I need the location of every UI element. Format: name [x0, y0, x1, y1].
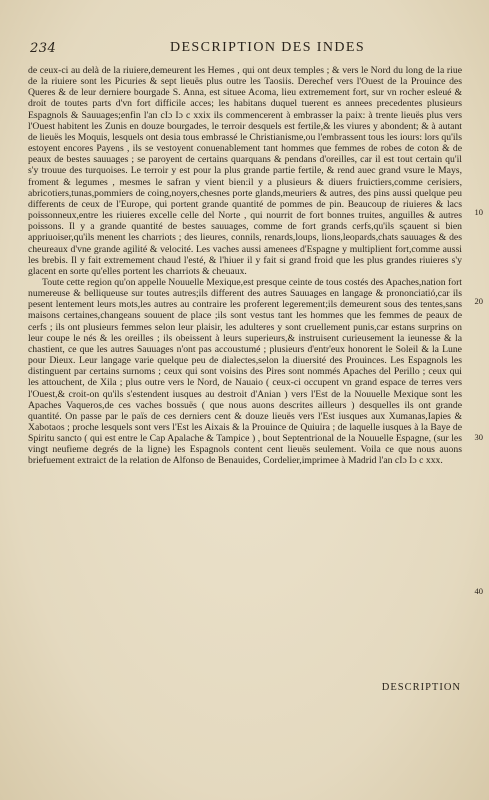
page-number: 234: [30, 41, 57, 56]
running-head: DESCRIPTION DES INDES: [169, 40, 366, 55]
body-text: [28, 65, 462, 467]
page-header: [30, 40, 465, 60]
paragraph-1: de ceux-ci au delà de la riuiere,demeurent les Hemes , qui ont deux temples ; & vers le Nord du long de la riue de la riuiere sont les Picuries & sept lieuës plus outre les Taosiis. Derechef vers l'Ouest de la Prouince des Queres & de leur derniere bourgade S. Anna, est situee Acoma, lieu extremement fort, sur vn rocher esleué & droit de toutes parts d'vn fort difficile acces; les habitans duquel tuerent es annees precedentes plusieurs Espagnols & Sauuages;enfin l'an cIɔ Iɔ c xxix ils commencerent à embrasser la paix: à trente lieuës plus vers l'Ouest habitent les Zunis en douze bourgades, le terroir desquels est fertile,& les viures y abondent; & à autant de lieuës les Moquis, lesquels ont desia tous embrassé le Christianisme,ou l'embrassent tous les iours: lors qu'ils estoyent encores Payens , ils se vestoyent conuenablement tant hommes que femmes de robes de coton & de peaux de bestes sauuages ; se paroyent de certains quarquans & pendans d'oreilles, car il est tout certain qu'il s'y trouue des turquoises. Le terroir y est pour la plus grande partie fertile, & rend auec grand vsure le Mays, froment & legumes , mesmes le safran y vient bien:il y a plusieurs & diuers fruictiers,comme cerisiers, abricotiers,tunas,pommiers de coing,noyers,chesnes porte glands,meuriers & autres, des pins aussi quelque peu differents de ceux de l'Europe, qui portent grande quantité de pommes de pin. Beaucoup de riuieres & lacs poissonneux,entre les riuieres excelle celle del Norte , qui nourrit de fort bonnes truites, anguilles & autres poissons. Il y a grande quantité de bestes sauuages, comme de fort grands cerfs,qu'ils sçauent si bien appriuoiser,qu'ils menent les charriots ; des lieures, connils, renards,loups, lions,leopards,chats sauuages & des cheureaux d'vne grande agilité & velocité. Les vaches aussi amenees d'Espagne y multiplient fort,comme aussi les brebis. Il y fait extremement chaud l'esté, & l'hiuer il y fait si grand froid que les plus grandes riuieres s'y glacent en sorte qu'elles portent les charriots & cheuaux.: [28, 65, 462, 277]
line-number-40: 40: [474, 586, 483, 596]
paragraph-2: Toute cette region qu'on appelle Nouuelle Mexique,est presque ceinte de tous costés des Apaches,nation fort numereuse & belliqueuse sur toutes autres;ils different des autres Sauuages en langage & prononciatió,car ils pesent lentement leurs mots,les autres au contraire les proferent legerement;ils demeurent sous des tentes,sans maisons certaines,changeans souuent de place ;ils sont vestus tant les hommes que les femmes de peaux de cerfs ; ils ont plusieurs femmes selon leur plaisir, les adulteres y sont cruellement punis,car estans surprins on leur coupe le nés & les oreilles ; ils obeissent à leurs superieurs,& instruisent curieusement la ieunesse & la chastient, ce que les autres Sauuages n'ont pas accoustumé ; plusieurs d'entr'eux honorent le Soleil & la Lune pour Dieux. Leur langage varie quelque peu de dialectes,selon la diuersité des Prouinces. Les Espagnols les distinguent par certains surnoms ; ceux qui sont voisins des Pires sont nommés Apaches del Perillo ; ceux qui les attouchent, de Xila ; plus outre vers le Nord, de Nauaio ( ceux-ci occupent vn grand espace de terres vers l'Ouest,& croit-on qu'ils s'estendent iusques au destroit d'Anian ) vers l'Est de la Nouuelle Mexique sont les Apaches Vaqueros,de ces vaches bossuës ( que nous auons descrites ailleurs ) desquelles ils ont grande quantité. On passe par le païs de ces derniers cent & douze lieuës vers l'Est iusques aux Xumanas,Iapies & Xabotaos ; proche lesquels sont vers l'Est les Aixais & la Prouince de Quiuira ; de laquelle iusques à la Baye de Spiritu sancto ( qui est entre le Cap Apalache & Tampice ) , bout Septentrional de la Nouuelle Espagne, (sur les vingt neufieme degrés de la ligne) les Espagnols content cent lieuës seulement. Voila ce que nous auons briefuement extraict de la relation de Alfonso de Benauides, Cordelier,imprimee à Madrid l'an cIɔ Iɔ c xxx.: [28, 276, 462, 467]
line-number-30: 30: [474, 432, 483, 442]
catchword: DESCRIPTION: [381, 682, 461, 693]
line-number-10: 10: [474, 207, 483, 217]
line-number-20: 20: [474, 296, 483, 306]
